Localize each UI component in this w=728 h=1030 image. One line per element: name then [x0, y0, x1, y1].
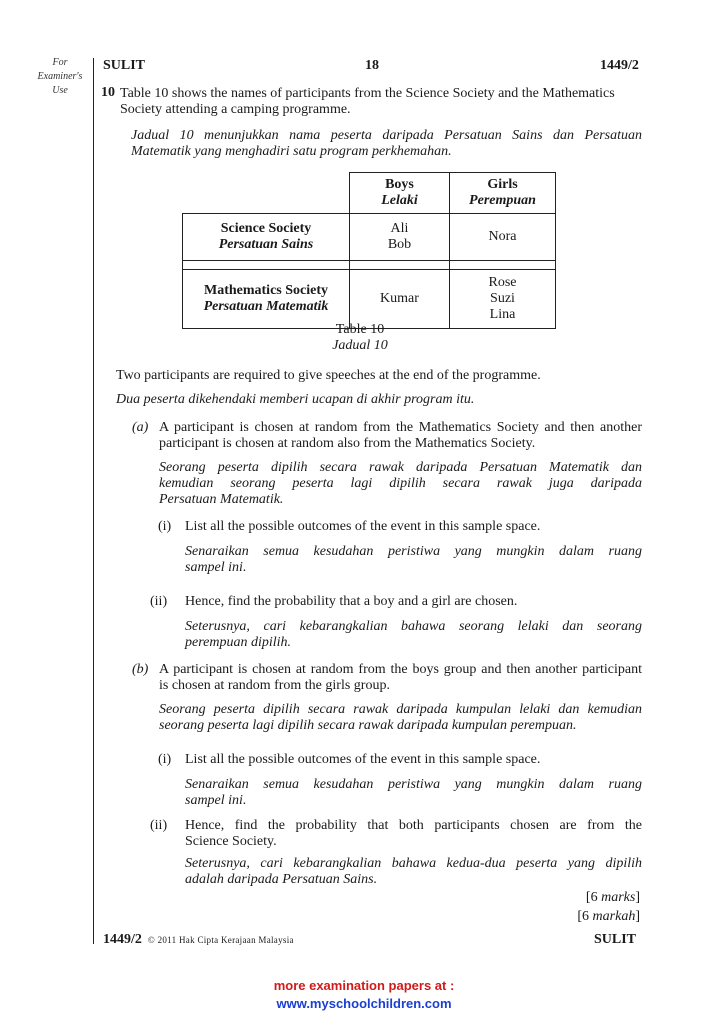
header-boys-label: Boys	[385, 177, 414, 192]
table-caption-ms: Jadual 10	[332, 338, 388, 353]
part-b-i-english: List all the possible outcomes of the event in this sample space.	[185, 752, 541, 767]
margin-line-examiners: Examiner's	[37, 71, 83, 82]
header-girls	[450, 173, 556, 214]
name-suzi: Suzi	[490, 291, 515, 306]
row-maths-label-ms: Persatuan Matematik	[203, 299, 329, 314]
part-b-ii-en-line1: Hence, find the probability that both participants chosen are from the	[185, 818, 642, 833]
marks-malay	[520, 907, 640, 926]
part-b-i-malay	[185, 777, 642, 809]
part-b-ii-english	[185, 818, 642, 850]
table-corner-blank	[183, 173, 350, 214]
part-b-english	[159, 662, 642, 694]
footer-sulit: SULIT	[594, 932, 637, 947]
marks-ms-word: markah	[592, 909, 636, 924]
part-a-ii-label: (ii)	[150, 594, 168, 609]
row-science-society	[183, 214, 350, 261]
promo-website-link[interactable]: www.myschoolchildren.com	[276, 996, 452, 1011]
part-a-malay	[159, 460, 642, 508]
row-science-label: Science Society	[220, 221, 312, 236]
margin-line-use: Use	[52, 85, 68, 96]
part-a-ii-malay	[185, 619, 642, 651]
part-b-ms-line2: seorang peserta lagi dipilih secara rawak daripada kumpulan perempuan.	[159, 718, 577, 733]
name-bob: Bob	[387, 237, 412, 252]
intro-ms-line1: Jadual 10 menunjukkan nama peserta daripada Persatuan Sains dan Persatuan	[131, 128, 642, 143]
header-boys-label-ms: Lelaki	[381, 193, 418, 208]
row-gap	[450, 261, 556, 270]
part-a-ms-line3: Persatuan Matematik.	[159, 492, 284, 507]
speech-english: Two participants are required to give speeches at the end of the programme.	[116, 368, 541, 383]
header-sulit: SULIT	[103, 58, 146, 73]
row-gap	[350, 261, 450, 270]
marks-ms-pre: [6	[577, 909, 593, 924]
cell-science-girls	[450, 214, 556, 261]
row-gap	[183, 261, 350, 270]
intro-malay	[131, 128, 642, 160]
part-b-ms-line1: Seorang peserta dipilih secara rawak daripada kumpulan lelaki dan kemudian	[159, 702, 642, 717]
header-girls-label-ms: Perempuan	[469, 193, 536, 208]
name-kumar: Kumar	[380, 291, 419, 306]
cell-maths-boys	[350, 270, 450, 329]
margin-rule	[93, 58, 94, 944]
intro-ms-line2: Matematik yang menghadiri satu program perkhemahan.	[131, 144, 452, 159]
marks-allocation	[520, 888, 640, 926]
cell-maths-girls	[450, 270, 556, 329]
header-boys	[350, 173, 450, 214]
speech-malay: Dua peserta dikehendaki memberi ucapan di akhir program itu.	[116, 392, 475, 407]
header-paper-code: 1449/2	[600, 58, 639, 73]
intro-en-line2: Society attending a camping programme.	[120, 102, 351, 117]
part-b-ii-ms-line2: adalah daripada Persatuan Sains.	[185, 872, 378, 887]
name-rose: Rose	[488, 275, 517, 290]
part-a-ms-line2: kemudian seorang peserta lagi dipilih secara rawak juga daripada	[159, 476, 642, 491]
cell-science-boys	[350, 214, 450, 261]
part-a-en-line1: A participant is chosen at random from the Mathematics Society and then another	[159, 420, 642, 435]
part-a-i-ms-line1: Senaraikan semua kesudahan peristiwa yang mungkin dalam ruang	[185, 544, 642, 559]
part-a-i-label: (i)	[158, 519, 172, 534]
marks-ms-post: ]	[635, 909, 640, 924]
name-lina: Lina	[489, 307, 516, 322]
part-b-ii-malay	[185, 856, 642, 888]
table-10	[182, 172, 556, 329]
footer-copyright: © 2011 Hak Cipta Kerajaan Malaysia	[147, 935, 294, 945]
part-a-i-malay	[185, 544, 642, 576]
intro-en-line1: Table 10 shows the names of participants from the Science Society and the Mathematics	[120, 86, 615, 101]
part-a-i-ms-line2: sampel ini.	[185, 560, 247, 575]
part-b-label: (b)	[132, 662, 149, 677]
part-a-ii-english: Hence, find the probability that a boy and a girl are chosen.	[185, 594, 518, 609]
table-caption-en: Table 10	[335, 322, 385, 337]
examiner-margin-note	[28, 56, 92, 98]
part-a-ii-ms-line2: perempuan dipilih.	[185, 635, 292, 650]
name-ali: Ali	[390, 221, 409, 236]
part-b-ii-ms-line1: Seterusnya, cari kebarangkalian bahawa kedua-dua peserta yang dipilih	[185, 856, 642, 871]
row-maths-label: Mathematics Society	[203, 283, 329, 298]
header-girls-label: Girls	[487, 177, 518, 192]
part-b-ii-en-line2: Science Society.	[185, 834, 277, 849]
part-a-ms-line1: Seorang peserta dipilih secara rawak daripada Persatuan Matematik dan	[159, 460, 642, 475]
footer-paper-code: 1449/2	[103, 932, 142, 947]
part-b-i-label: (i)	[158, 752, 172, 767]
marks-en-post: ]	[635, 890, 640, 905]
margin-line-for: For	[52, 57, 68, 68]
part-b-malay	[159, 702, 642, 734]
name-nora: Nora	[488, 229, 517, 244]
part-a-i-english: List all the possible outcomes of the event in this sample space.	[185, 519, 541, 534]
row-science-label-ms: Persatuan Sains	[218, 237, 314, 252]
marks-english	[520, 888, 640, 907]
part-a-label: (a)	[132, 420, 149, 435]
footer-left	[103, 932, 294, 948]
promo-text: more examination papers at :	[273, 978, 455, 993]
marks-en-pre: [6	[585, 890, 602, 905]
part-a-english	[159, 420, 642, 452]
part-b-i-ms-line1: Senaraikan semua kesudahan peristiwa yang mungkin dalam ruang	[185, 777, 642, 792]
part-b-en-line2: is chosen at random from the girls group.	[159, 678, 390, 693]
part-a-ii-ms-line1: Seterusnya, cari kebarangkalian bahawa seorang lelaki dan seorang	[185, 619, 642, 634]
part-b-en-line1: A participant is chosen at random from the boys group and then another participant	[159, 662, 642, 677]
marks-en-word: marks	[601, 890, 636, 905]
page-number: 18	[365, 58, 379, 73]
intro-english	[120, 86, 615, 118]
part-b-i-ms-line2: sampel ini.	[185, 793, 247, 808]
question-number: 10	[101, 85, 115, 100]
table-caption	[330, 322, 390, 354]
row-mathematics-society	[183, 270, 350, 329]
part-b-ii-label: (ii)	[150, 818, 168, 833]
part-a-en-line2: participant is chosen at random also from the Mathematics Society.	[159, 436, 536, 451]
